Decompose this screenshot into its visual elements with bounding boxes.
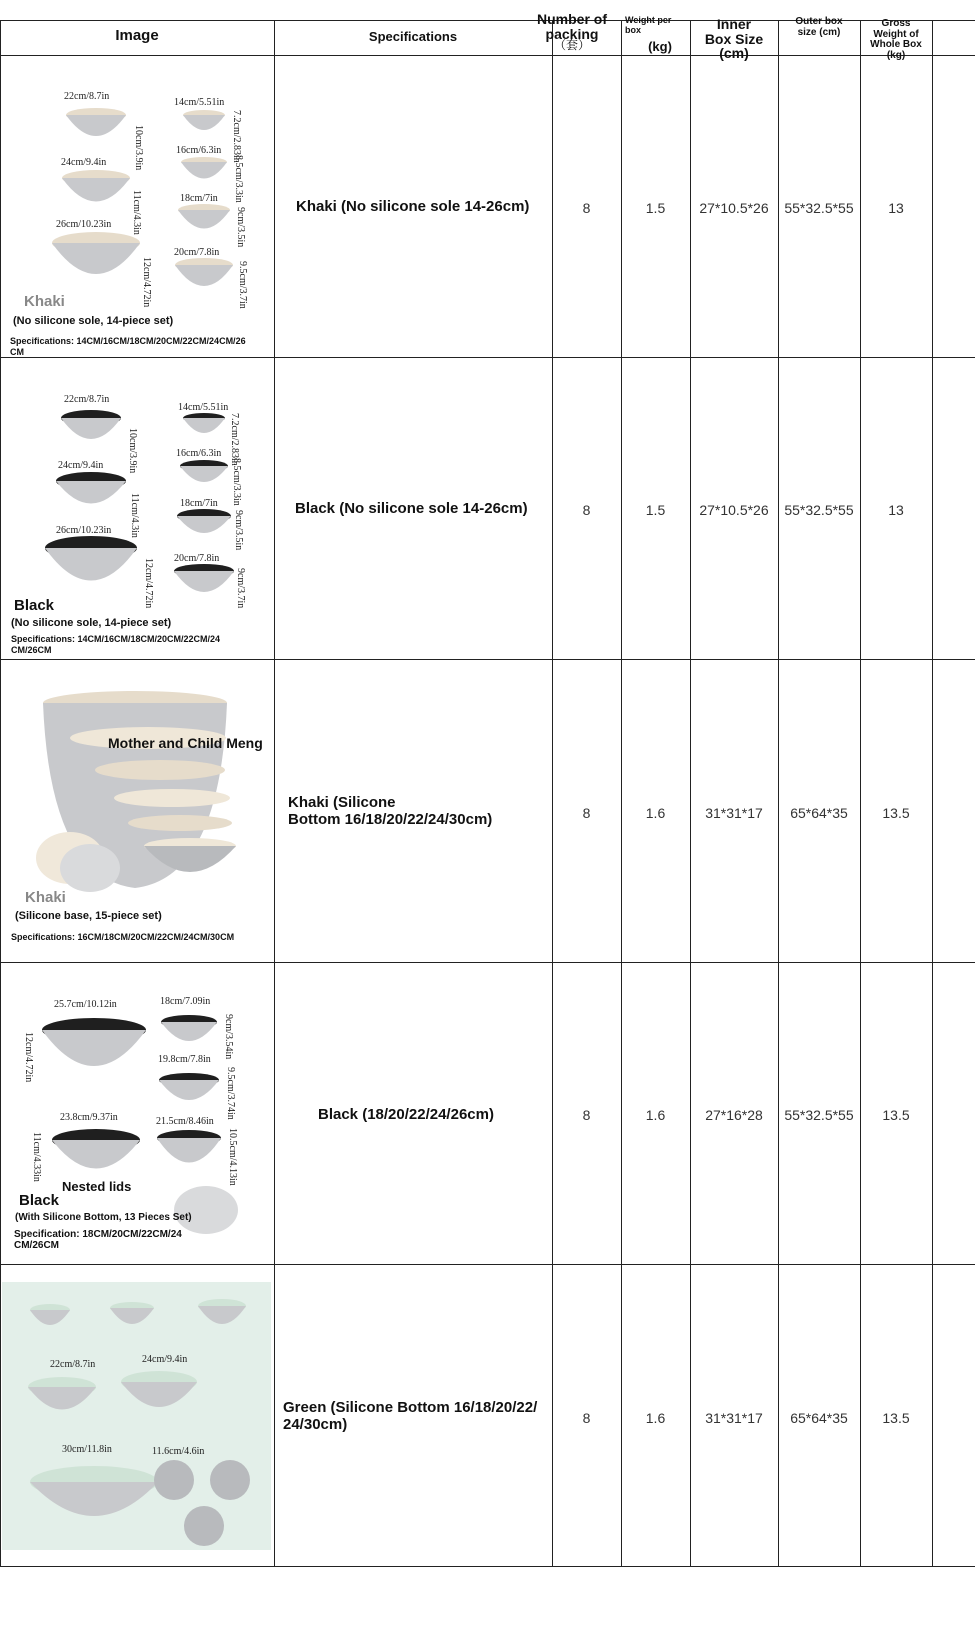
header-outer-box: Outer box size (cm) <box>795 16 843 38</box>
dimension-label: 26cm/10.23in <box>56 525 112 536</box>
set-label: (No silicone sole, 14-piece set) <box>11 617 172 629</box>
packing-value: 8 <box>582 1410 591 1426</box>
outer-box-value: 65*64*35 <box>790 1410 848 1426</box>
spec-text: Green (Silicone Bottom 16/18/20/22/ 24/30cm) <box>283 1399 538 1433</box>
dimension-label: 30cm/11.8in <box>62 1444 112 1455</box>
gross-weight-value: 13 <box>888 200 904 216</box>
col-line-2 <box>552 20 553 1567</box>
dimension-label: 18cm/7in <box>180 498 218 509</box>
brand-overlay: Mother and Child Meng <box>108 735 263 751</box>
spec-text: Black (18/20/22/24/26cm) <box>318 1106 494 1123</box>
dimension-label: 16cm/6.3in <box>176 448 222 459</box>
dimension-label: 11cm/4.33in <box>31 1132 42 1182</box>
col-line-7 <box>932 20 933 1567</box>
dimension-label: 9cm/3.5in <box>235 207 246 248</box>
row-line-5 <box>0 1566 975 1567</box>
outer-box-value: 65*64*35 <box>790 805 848 821</box>
color-label-khaki: Khaki <box>25 889 66 906</box>
set-label: (No silicone sole, 14-piece set) <box>13 315 174 327</box>
dimension-label: 22cm/8.7in <box>50 1359 96 1370</box>
dimension-label: 20cm/7.8in <box>174 553 220 564</box>
dimension-label: 12cm/4.72in <box>143 558 154 609</box>
spec-line: Specification: 18CM/20CM/22CM/24 <box>14 1229 182 1240</box>
col-line-6 <box>860 20 861 1567</box>
weight-value: 1.5 <box>645 200 666 216</box>
inner-box-value: 27*16*28 <box>705 1107 763 1123</box>
gross-weight-value: 13.5 <box>882 1410 910 1426</box>
row-line-3 <box>0 962 975 963</box>
color-label-black: Black <box>14 597 55 614</box>
packing-value: 8 <box>582 805 591 821</box>
col-line-1 <box>274 20 275 1567</box>
dimension-label: 9cm/3.54in <box>223 1014 234 1060</box>
dimension-label: 20cm/7.8in <box>174 247 220 258</box>
spec-line-2: CM <box>10 347 24 357</box>
dimension-label: 22cm/8.7in <box>64 394 110 405</box>
dimension-label: 18cm/7.09in <box>160 996 211 1007</box>
col-line-3 <box>621 20 622 1567</box>
packing-value: 8 <box>582 502 591 518</box>
spec-text: Khaki (Silicone Bottom 16/18/20/22/24/30cm) <box>288 794 493 828</box>
color-label-khaki: Khaki <box>24 293 65 310</box>
nested-lids-label: Nested lids <box>62 1179 132 1194</box>
spec-line: Specifications: 16CM/18CM/20CM/22CM/24CM/30CM <box>11 932 235 942</box>
spec-line-2: CM/26CM <box>14 1240 60 1251</box>
inner-box-value: 27*10.5*26 <box>699 200 769 216</box>
dimension-label: 16cm/6.3in <box>176 145 222 156</box>
dimension-label: 14cm/5.51in <box>174 97 225 108</box>
outer-box-value: 55*32.5*55 <box>784 502 854 518</box>
gross-weight-value: 13 <box>888 502 904 518</box>
dimension-label: 11cm/4.3in <box>131 190 142 235</box>
outer-box-value: 55*32.5*55 <box>784 1107 854 1123</box>
inner-box-value: 27*10.5*26 <box>699 502 769 518</box>
dimension-label: 24cm/9.4in <box>61 157 107 168</box>
spec-line: Specifications: 14CM/16CM/18CM/20CM/22CM/24 <box>11 634 221 644</box>
spec-text: Khaki (No silicone sole 14-26cm) <box>296 198 530 215</box>
dimension-label: 12cm/4.72in <box>23 1032 34 1083</box>
weight-value: 1.6 <box>645 805 666 821</box>
dimension-label: 8.5cm/3.3in <box>231 458 242 506</box>
header-bottom-line <box>0 55 975 56</box>
packing-value: 8 <box>582 1107 591 1123</box>
header-inner-box: Inner Box Size (cm) <box>704 16 764 62</box>
dimension-label: 9.5cm/3.7in <box>237 261 248 309</box>
dimension-label: 21.5cm/8.46in <box>156 1116 214 1127</box>
product-image-green <box>2 1282 271 1550</box>
bowl-set-illustration <box>6 388 268 618</box>
bowl-set-illustration <box>6 85 268 315</box>
inner-box-value: 31*31*17 <box>705 1410 763 1426</box>
dimension-label: 24cm/9.4in <box>58 460 104 471</box>
packing-value: 8 <box>582 200 591 216</box>
product-image-khaki-nested <box>30 688 260 910</box>
green-bowl-set-illustration <box>2 1282 271 1550</box>
weight-value: 1.6 <box>645 1410 666 1426</box>
nested-bowls-illustration <box>30 688 260 910</box>
header-weight-unit: (kg) <box>648 39 672 54</box>
dim-label: 22cm/8.7in <box>64 91 110 102</box>
header-gross-weight: Gross Weight of Whole Box (kg) <box>870 18 922 61</box>
dimension-label: 18cm/7in <box>180 193 218 204</box>
header-image: Image <box>115 27 159 44</box>
dimension-label: 12cm/4.72in <box>141 257 152 308</box>
row-line-4 <box>0 1264 975 1265</box>
col-line-5 <box>778 20 779 1567</box>
outer-box-value: 55*32.5*55 <box>784 200 854 216</box>
row-line-2 <box>0 659 975 660</box>
dimension-label: 8.5cm/3.3in <box>233 155 244 203</box>
dimension-label: 7.2cm/2.83in <box>231 110 242 163</box>
header-specifications: Specifications <box>368 29 458 44</box>
set-label: (Silicone base, 15-piece set) <box>15 910 162 922</box>
product-image-black-14 <box>6 388 268 618</box>
dimension-label: 19.8cm/7.8in <box>158 1054 211 1065</box>
set-label: (With Silicone Bottom, 13 Pieces Set) <box>15 1212 192 1223</box>
col-line-4 <box>690 20 691 1567</box>
dimension-label: 9.5cm/3.74in <box>225 1067 236 1120</box>
color-label-black: Black <box>19 1192 60 1209</box>
header-number-packing: Number of packing （套） <box>537 11 607 53</box>
spec-line-2: CM/26CM <box>11 645 52 655</box>
dimension-label: 10cm/3.9in <box>133 125 144 171</box>
row-line-1 <box>0 357 975 358</box>
dimension-label: 23.8cm/9.37in <box>60 1112 118 1123</box>
spec-text: Black (No silicone sole 14-26cm) <box>295 500 528 517</box>
spec-line: Specifications: 14CM/16CM/18CM/20CM/22CM/24CM/26 <box>10 336 246 346</box>
header-weight-per-box: Weight per box <box>625 15 672 35</box>
dimension-label: 10cm/3.9in <box>127 428 138 474</box>
weight-value: 1.5 <box>645 502 666 518</box>
dimension-label: 9cm/3.7in <box>235 568 246 609</box>
dimension-label: 11.6cm/4.6in <box>152 1446 205 1457</box>
dimension-label: 26cm/10.23in <box>56 219 112 230</box>
dimension-label: 11cm/4.3in <box>129 493 140 538</box>
dimension-label: 24cm/9.4in <box>142 1354 188 1365</box>
inner-box-value: 31*31*17 <box>705 805 763 821</box>
gross-weight-value: 13.5 <box>882 1107 910 1123</box>
dimension-label: 10.5cm/4.13in <box>227 1128 238 1186</box>
weight-value: 1.6 <box>645 1107 666 1123</box>
gross-weight-value: 13.5 <box>882 805 910 821</box>
dimension-label: 9cm/3.5in <box>233 510 244 551</box>
dimension-label: 7.2cm/2.83in <box>229 413 240 466</box>
dimension-label: 25.7cm/10.12in <box>54 999 117 1010</box>
dimension-label: 14cm/5.51in <box>178 402 229 413</box>
col-line-0 <box>0 20 1 1567</box>
